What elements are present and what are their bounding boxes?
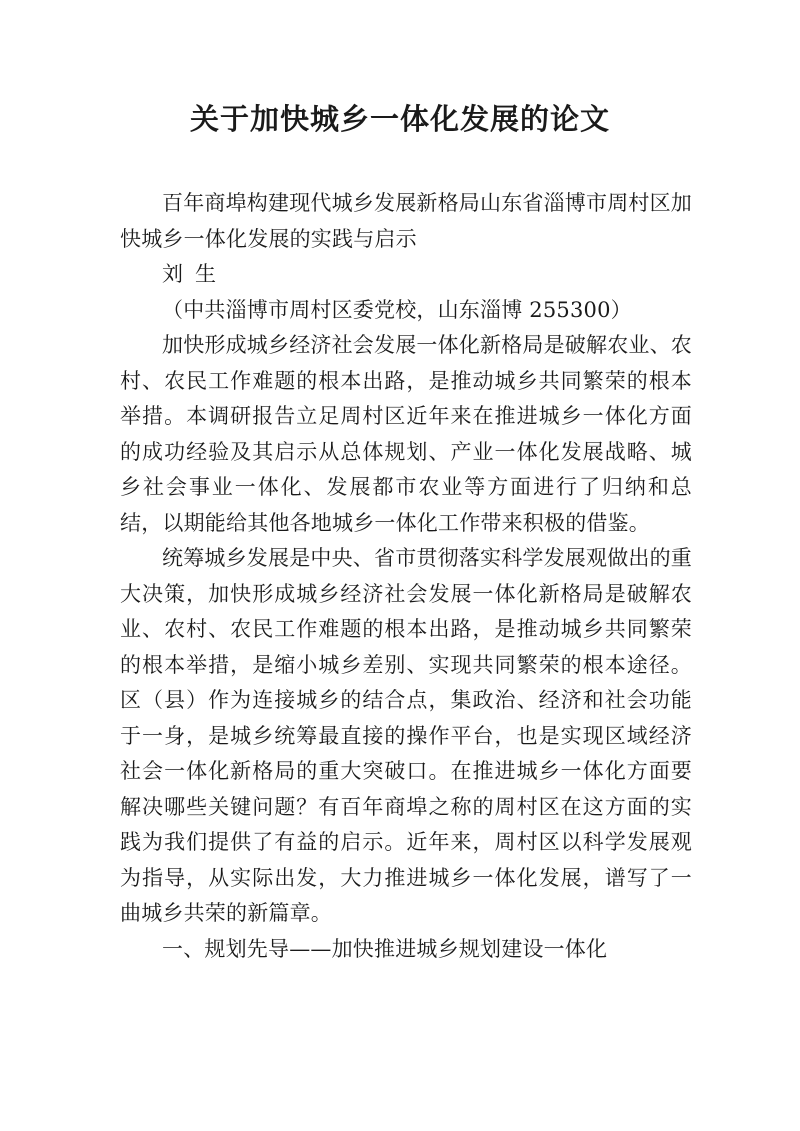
author-affiliation: （中共淄博市周村区委党校，山东淄博 255300） [162, 297, 632, 322]
author-name: 刘生 [162, 262, 228, 286]
body-paragraph: 统筹城乡发展是中央、省市贯彻落实科学发展观做出的重大决策，加快形成城乡经济社会发展一体化新格局是破解农业、农村、农民工作难题的根本出路，是推动城乡共同繁荣的根本举措，是缩小城乡差别、实现共同繁荣的根本途径。区（县）作为连接城乡的结合点，集政治、经济和社会功能于一身，是城乡统筹最直接的操作平台，也是实现区域经济社会一体化新格局的重大突破口。在推进城乡一体化方面要解决哪些关键问题？有百年商埠之称的周村区在这方面的实践为我们提供了有益的启示。近年来，周村区以科学发展观为指导，从实际出发，大力推进城乡一体化发展，谱写了一曲城乡共荣的新篇章。 [120, 546, 692, 925]
document-title: 关于加快城乡一体化发展的论文 [189, 102, 610, 136]
document-body [120, 186, 692, 967]
abstract-paragraph: 加快形成城乡经济社会发展一体化新格局是破解农业、农村、农民工作难题的根本出路，是推动城乡共同繁荣的根本举措。本调研报告立足周村区近年来在推进城乡一体化方面的成功经验及其启示从总体规划、产业一体化发展战略、城乡社会事业一体化、发展都市农业等方面进行了归纳和总结，以期能给其他各地城乡一体化工作带来积极的借鉴。 [120, 333, 692, 535]
subtitle-paragraph: 百年商埠构建现代城乡发展新格局山东省淄博市周村区加快城乡一体化发展的实践与启示 [120, 191, 692, 251]
section-heading: 一、规划先导——加快推进城乡规划建设一体化 [162, 936, 608, 961]
